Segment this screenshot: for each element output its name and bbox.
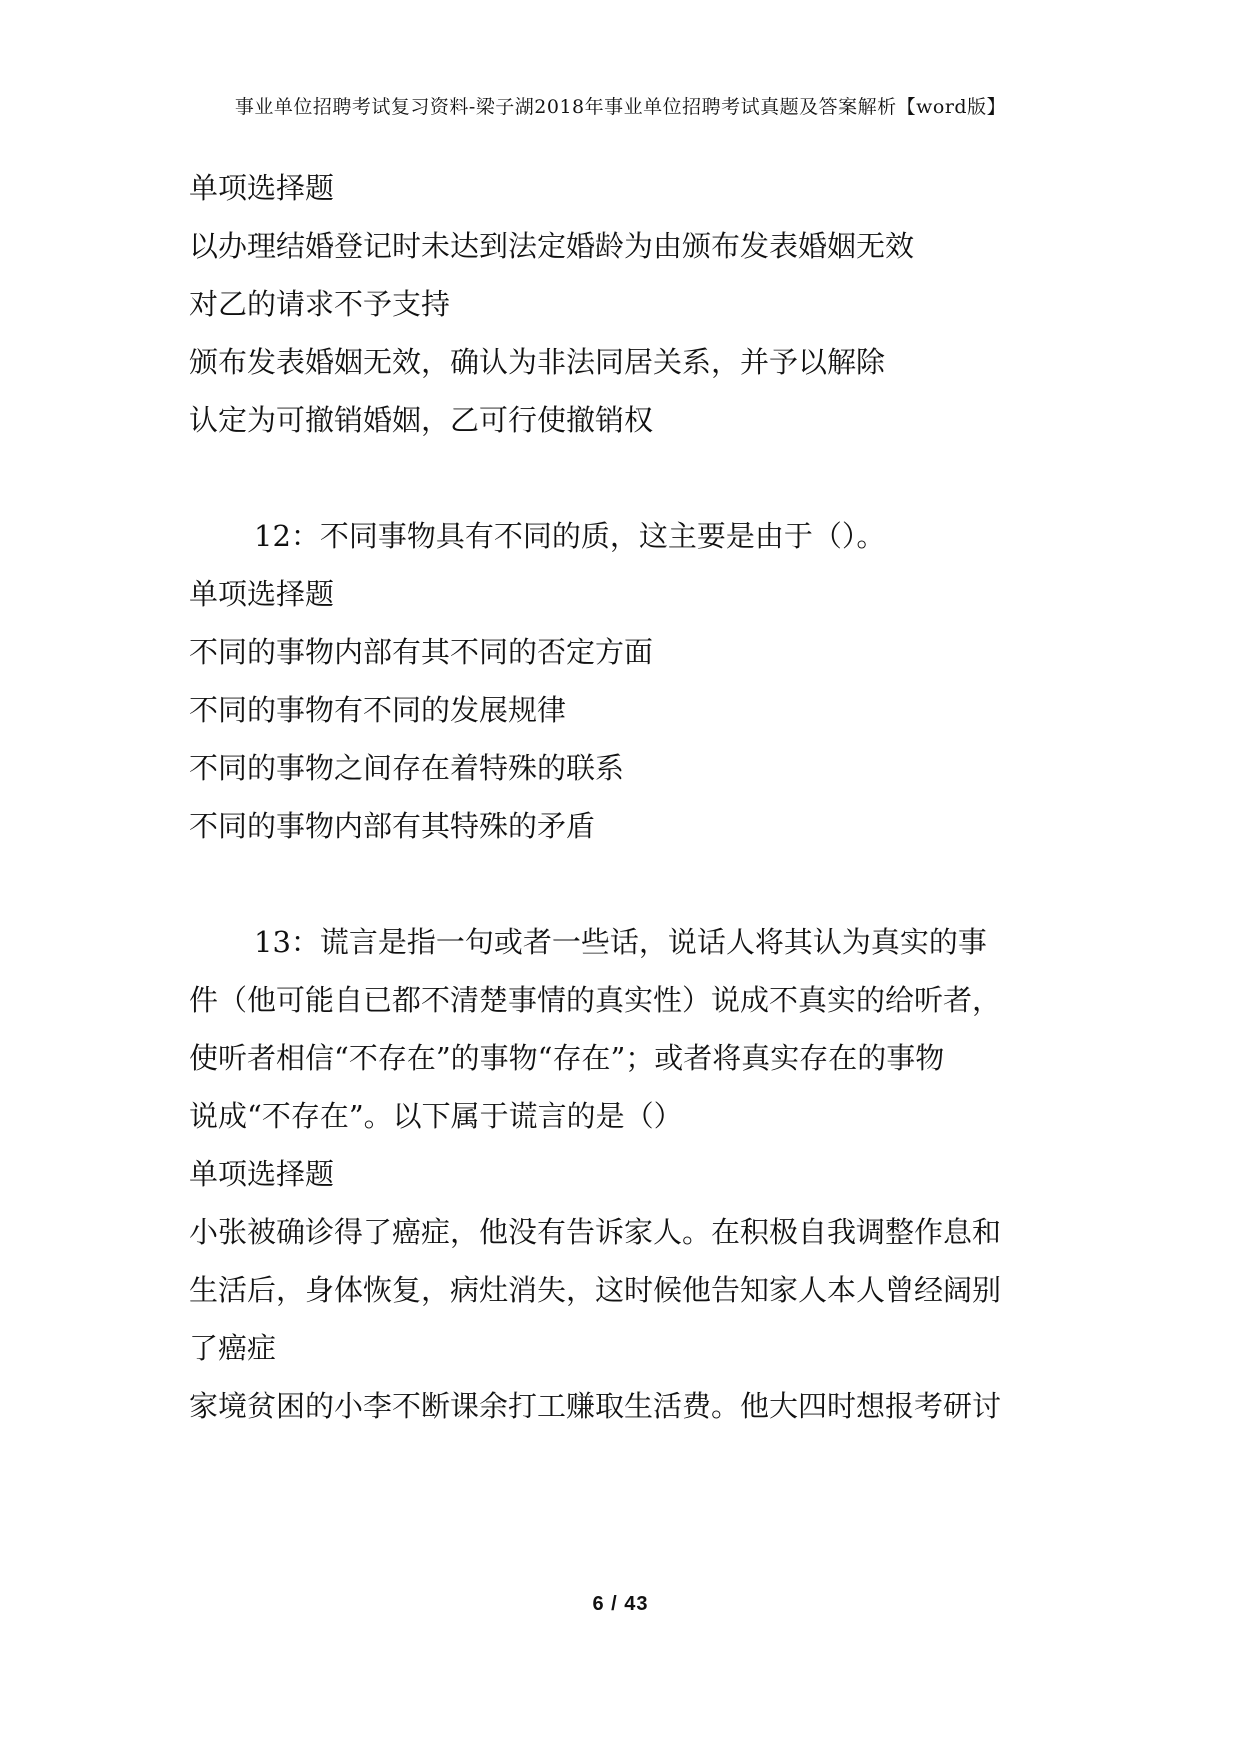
answer-option: 认定为可撤销婚姻，乙可行使撤销权 bbox=[189, 403, 654, 437]
question-type-label: 单项选择题 bbox=[189, 1157, 335, 1191]
question-13-text: 说成“不存在”。以下属于谎言的是（） bbox=[189, 1099, 683, 1133]
question-type-label: 单项选择题 bbox=[189, 171, 335, 205]
answer-option: 不同的事物有不同的发展规律 bbox=[189, 693, 567, 727]
document-header: 事业单位招聘考试复习资料-梁子湖2018年事业单位招聘考试真题及答案解析【word版】 bbox=[234, 96, 1007, 118]
question-12-text: 12：不同事物具有不同的质，这主要是由于（）。 bbox=[254, 519, 886, 553]
question-13-text: 使听者相信“不存在”的事物“存在”；或者将真实存在的事物 bbox=[189, 1041, 945, 1075]
answer-option: 了癌症 bbox=[189, 1331, 277, 1365]
answer-option: 颁布发表婚姻无效，确认为非法同居关系，并予以解除 bbox=[189, 345, 886, 379]
answer-option: 小张被确诊得了癌症，他没有告诉家人。在积极自我调整作息和 bbox=[189, 1215, 1002, 1249]
answer-option: 不同的事物内部有其特殊的矛盾 bbox=[189, 809, 596, 843]
answer-option: 不同的事物内部有其不同的否定方面 bbox=[189, 635, 654, 669]
answer-option: 对乙的请求不予支持 bbox=[189, 287, 451, 321]
answer-option: 不同的事物之间存在着特殊的联系 bbox=[189, 751, 625, 785]
question-13-text: 13：谎言是指一句或者一些话，说话人将其认为真实的事 bbox=[254, 925, 987, 959]
question-type-label: 单项选择题 bbox=[189, 577, 335, 611]
answer-option: 以办理结婚登记时未达到法定婚龄为由颁布发表婚姻无效 bbox=[189, 229, 915, 263]
answer-option: 生活后，身体恢复，病灶消失，这时候他告知家人本人曾经阔别 bbox=[189, 1273, 1002, 1307]
page-number: 6 / 43 bbox=[592, 1593, 649, 1615]
answer-option: 家境贫困的小李不断课余打工赚取生活费。他大四时想报考研讨 bbox=[189, 1389, 1002, 1423]
question-13-text: 件（他可能自已都不清楚事情的真实性）说成不真实的给听者， bbox=[189, 983, 1002, 1017]
